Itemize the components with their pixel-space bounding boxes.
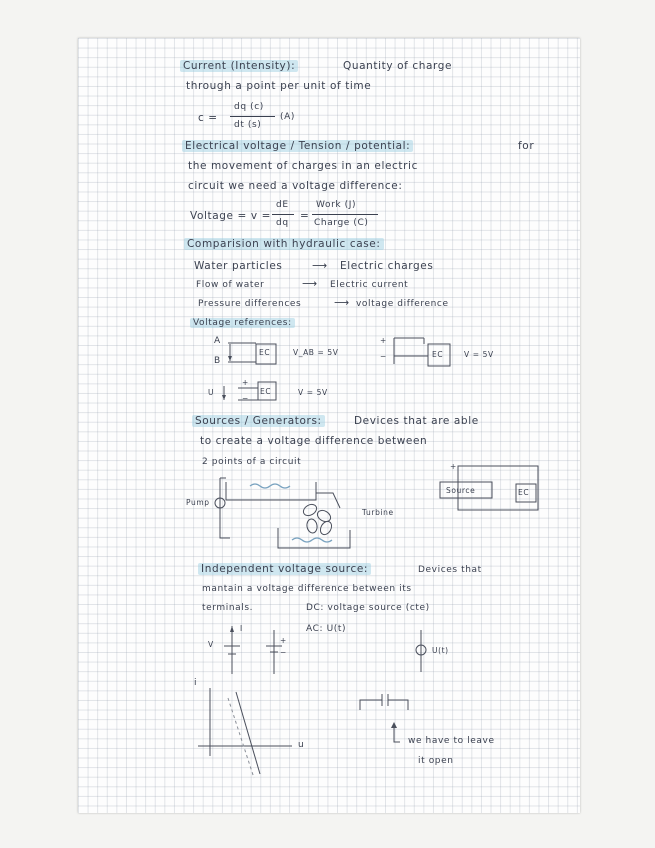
current-formula-lhs: c = <box>198 112 218 124</box>
independent-heading: Independent voltage source: <box>198 563 371 575</box>
sources-desc-line2: to create a voltage difference between <box>200 435 428 447</box>
hydraulic-row2-left: Flow of water <box>196 280 265 290</box>
hydraulic-row3-left: Pressure differences <box>198 299 302 309</box>
graph-axis-i: i <box>194 678 198 688</box>
independent-i-label: I <box>240 624 243 633</box>
independent-ac: AC: U(t) <box>306 624 347 634</box>
current-formula-unit: (A) <box>280 112 295 122</box>
hydraulic-row2-right: Electric current <box>330 280 409 290</box>
voltage-formula-lhs: Voltage = v = <box>190 210 272 222</box>
ac-source-label: U(t) <box>432 646 449 655</box>
ref-ec-box3: EC <box>260 387 272 396</box>
independent-desc-line2: mantain a voltage difference between its <box>202 584 412 594</box>
independent-source-diagrams <box>78 38 580 813</box>
ref-eq-vab: V_AB = 5V <box>293 348 339 357</box>
references-heading: Voltage references: <box>190 318 295 328</box>
voltage-desc-line1: for <box>518 140 535 152</box>
voltage-num1: dE <box>276 200 289 210</box>
voltage-den2: Charge (C) <box>314 218 369 228</box>
hydraulic-row3-arrow: ⟶ <box>334 297 350 309</box>
current-heading: Current (Intensity): <box>180 60 298 72</box>
voltage-desc-line2: the movement of charges in an electric <box>188 160 418 172</box>
source-plus: + <box>450 462 457 471</box>
ref-label-b: B <box>214 356 221 366</box>
independent-v-label: V <box>208 640 214 649</box>
ref-label-a: A <box>214 336 221 346</box>
sources-desc-line3: 2 points of a circuit <box>202 457 302 467</box>
ref-minus-2: − <box>380 352 387 361</box>
notebook-page <box>78 38 580 813</box>
note-line2: it open <box>418 756 454 766</box>
hydraulic-row1-right: Electric charges <box>340 260 434 272</box>
source-ec-label: EC <box>518 488 530 497</box>
independent-desc-line3: terminals. <box>202 603 254 613</box>
battery2-minus: − <box>280 648 287 657</box>
current-formula-denominator: dt (s) <box>234 120 262 130</box>
hydraulic-row1-left: Water particles <box>194 260 283 272</box>
sources-heading: Sources / Generators: <box>192 415 325 427</box>
ref-ec-box2: EC <box>432 350 444 359</box>
ref-eq-v2: V = 5V <box>464 350 494 359</box>
current-desc-line2: through a point per unit of time <box>186 80 372 92</box>
pump-label: Pump <box>186 498 210 507</box>
sources-desc-line1: Devices that are able <box>354 415 479 427</box>
hydraulic-row2-arrow: ⟶ <box>302 278 318 290</box>
note-line1: we have to leave <box>408 736 495 746</box>
hydraulic-row1-arrow: ⟶ <box>312 260 328 272</box>
voltage-num2: Work (J) <box>316 200 357 210</box>
current-desc-line1: Quantity of charge <box>343 60 453 72</box>
turbine-label: Turbine <box>362 508 394 517</box>
ref-plus-2: + <box>380 336 387 345</box>
ref-plus-3: + <box>242 378 249 387</box>
voltage-equals: = <box>300 210 310 222</box>
graph-axis-u: u <box>298 740 305 750</box>
ref-minus-3: − <box>242 394 249 403</box>
source-box-label: Source <box>446 486 476 495</box>
voltage-den1: dq <box>276 218 289 228</box>
battery2-plus: + <box>280 636 287 645</box>
hydraulic-row3-right: voltage difference <box>356 299 449 309</box>
ref-u-label: U <box>208 388 215 397</box>
voltage-heading: Electrical voltage / Tension / potential: <box>182 140 413 152</box>
hydraulic-heading: Comparision with hydraulic case: <box>184 238 384 250</box>
independent-desc-line1: Devices that <box>418 565 482 575</box>
ref-eq-v3: V = 5V <box>298 388 328 397</box>
current-formula-numerator: dq (c) <box>234 102 264 112</box>
ref-ec-box1: EC <box>259 348 271 357</box>
independent-dc: DC: voltage source (cte) <box>306 603 430 613</box>
voltage-desc-line3: circuit we need a voltage difference: <box>188 180 403 192</box>
